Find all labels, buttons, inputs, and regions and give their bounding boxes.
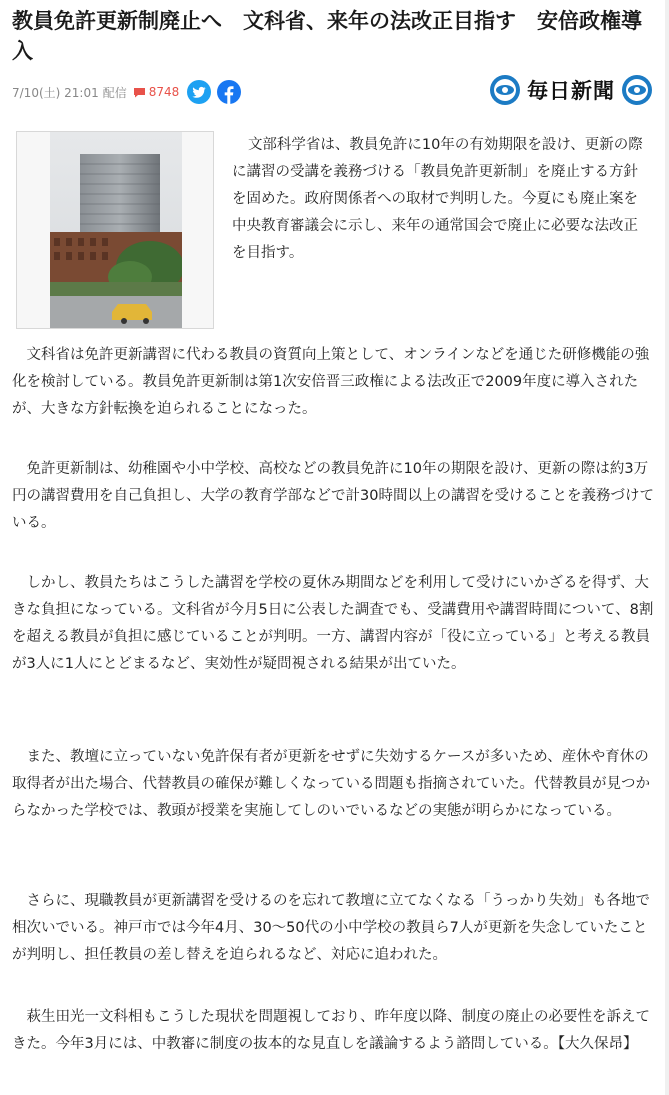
mainichi-emblem-icon (621, 74, 653, 106)
article-paragraph-6: 萩生田光一文科相もこうした現状を問題視しており、昨年度以降、制度の廃止の必要性を訴えてきた。今年3月には、中教審に制度の抜本的な見直しを議論するよう諮問している。【大久保昂】 (12, 1009, 650, 1052)
publish-date: 7/10(土) 21:01 (12, 85, 99, 100)
comment-icon[interactable] (133, 87, 146, 98)
mainichi-emblem-icon (489, 74, 521, 106)
delivered-label: 配信 (102, 85, 127, 100)
article-paragraph-1: 文科省は免許更新講習に代わる教員の資質向上策として、オンラインなどを通じた研修機能の強化を検討している。教員免許更新制は第1次安倍晋三政権による法改正で2009年度に導入されたが、大きな方針転換を迫られることになった。 (12, 347, 650, 417)
comment-count[interactable]: 8748 (148, 85, 180, 99)
twitter-icon[interactable] (187, 80, 211, 104)
article-paragraph-4: また、教壇に立っていない免許保有者が更新をせずに失効するケースが多いため、産休や育休の取得者が出た場合、代替教員の確保が難しくなっている問題も指摘されていた。代替教員が見つからなかった学校では、教頭が授業を実施してしのいでいるなどの実態が明らかになっている。 (12, 749, 650, 819)
article-paragraph-2: 免許更新制は、幼稚園や小中学校、高校などの教員免許に10年の期限を設け、更新の際は約3万円の講習費用を自己負担し、大学の教育学部などで計30時間以上の講習を受けることを義務づけている。 (12, 461, 654, 531)
facebook-icon[interactable] (217, 80, 241, 104)
article-photo[interactable] (16, 131, 214, 329)
article-paragraph-3: しかし、教員たちはこうした講習を学校の夏休み期間などを利用して受けにいかざるを得ず、大きな負担になっている。文科省が今月5日に公表した調査でも、受講費用や講習時間について、8割を超える教員が負担に感じていることが判明。一方、講習内容が「役に立っている」と考える教員が3人に1人にとどまるなど、実効性が疑問視される結果が出ていた。 (12, 575, 654, 672)
article-meta (12, 80, 247, 104)
government-building-photo (50, 132, 182, 328)
article-title: 教員免許更新制廃止へ 文科省、来年の法改正目指す 安倍政権導入 (12, 9, 642, 63)
publisher-name: 毎日新聞 (527, 78, 615, 103)
article-paragraph-5: さらに、現職教員が更新講習を受けるのを忘れて教壇に立てなくなる「うっかり失効」も各地で相次いでいる。神戸市では今年4月、30～50代の小中学校の教員ら7人が更新を失念していたことが判明し、担任教員の差し替えを迫られるなど、対応に追われた。 (12, 893, 650, 963)
page-scrollbar[interactable] (665, 0, 669, 1095)
publisher-logo[interactable] (489, 72, 653, 108)
article-lead: 文部科学省は、教員免許に10年の有効期限を設け、更新の際に講習の受講を義務づける「教員免許更新制」を廃止する方針を固めた。政府関係者への取材で判明した。今夏にも廃止案を中央教育審議会に示し、来年の通常国会で廃止に必要な法改正を目指す。 (232, 137, 643, 261)
